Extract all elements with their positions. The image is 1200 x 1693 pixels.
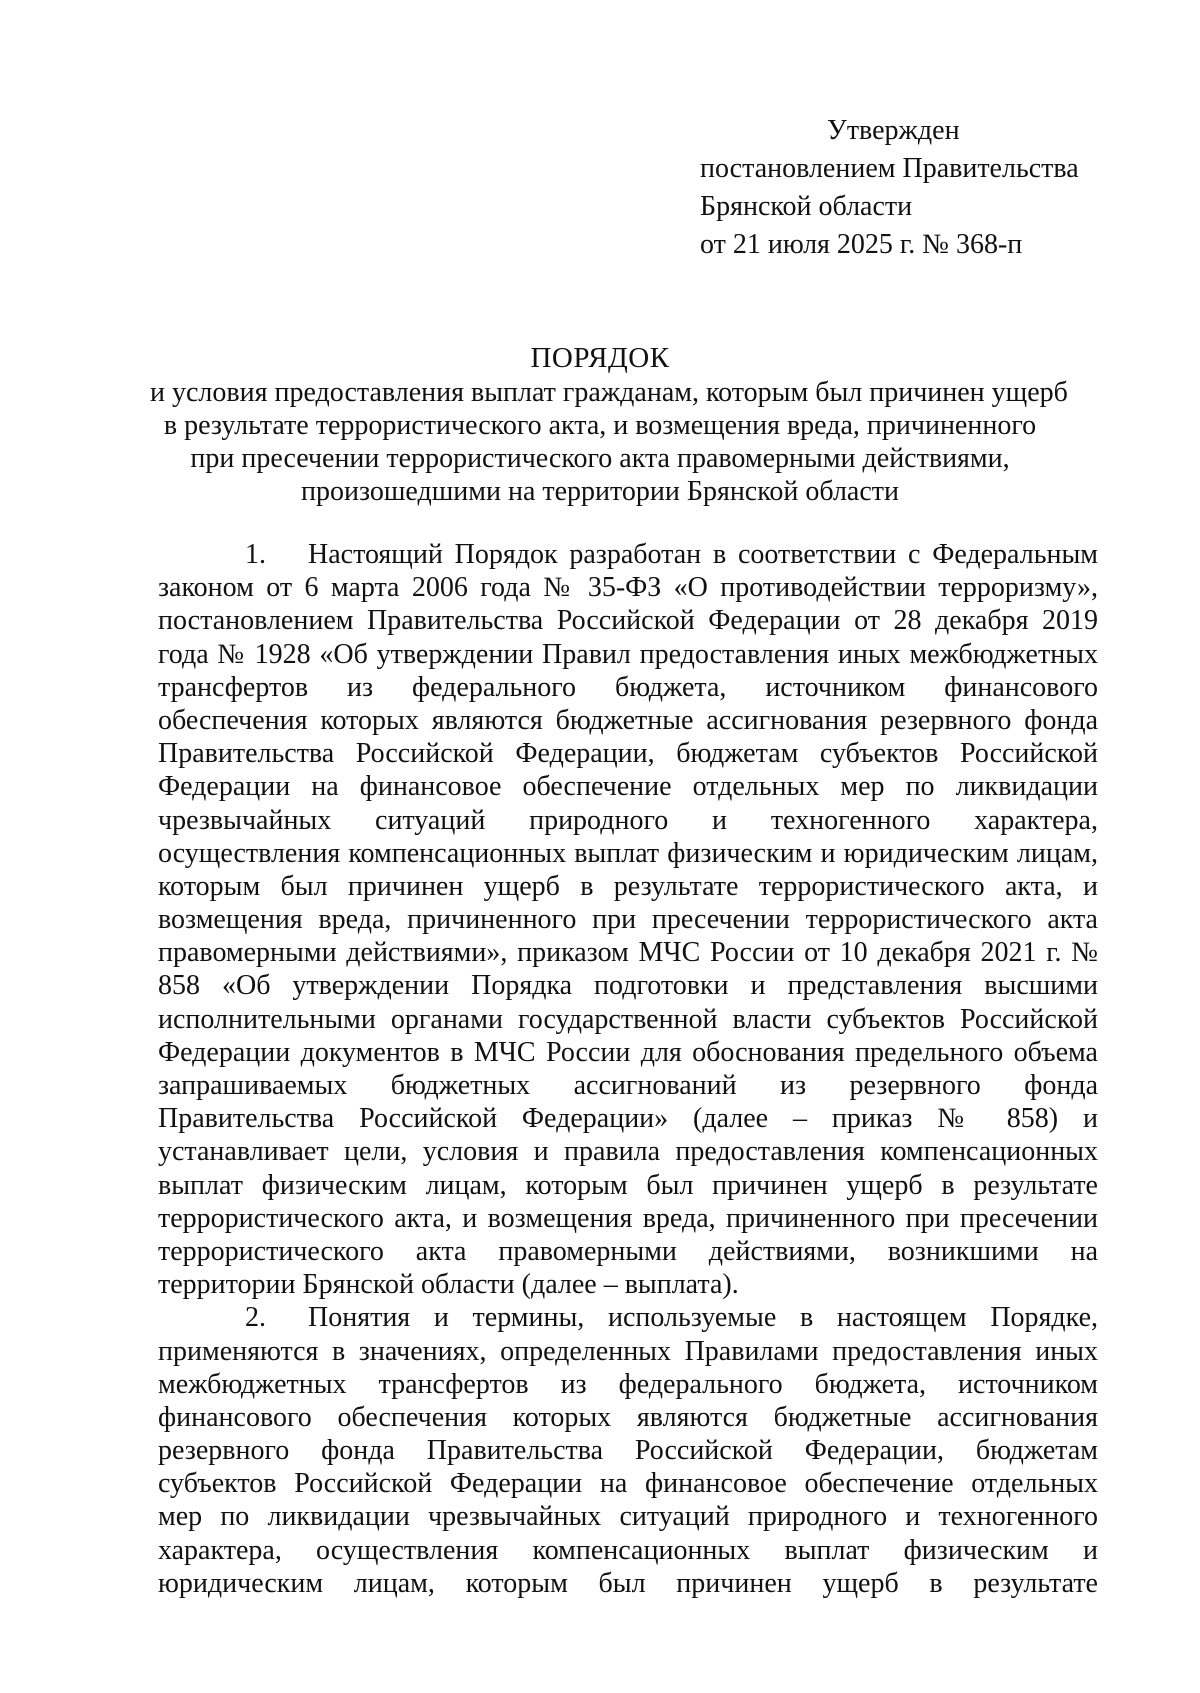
paragraph-line: Правительства Российской Федерации, бюджетам субъектов Российской	[158, 738, 1098, 770]
paragraph-number: 2.	[245, 1302, 266, 1334]
title-subline: и условия предоставления выплат гражданам, которым был причинен ущерб	[150, 377, 1068, 408]
paragraph-line: выплат физическим лицам, которым был причинен ущерб в результате	[158, 1169, 1098, 1201]
paragraph-line: межбюджетных трансфертов из федерального бюджета, источником	[158, 1368, 1098, 1400]
document-title-block	[150, 342, 1068, 508]
approval-line-approved: Утвержден	[827, 115, 960, 146]
paragraph-line: запрашиваемых бюджетных ассигнований из резервного фонда	[158, 1070, 1098, 1101]
paragraph-line: возмещения вреда, причиненного при пресечении террористического акта	[158, 904, 1098, 936]
paragraph-1-body	[158, 571, 1098, 1268]
paragraph-1-first-line	[158, 538, 1098, 571]
paragraph-line: характера, осуществления компенсационных выплат физическим и	[158, 1534, 1098, 1566]
paragraph-2-first-line	[158, 1301, 1098, 1334]
paragraph-line: трансфертов из федерального бюджета, источником финансового	[158, 671, 1098, 703]
paragraph-line: Федерации на финансовое обеспечение отдельных мер по ликвидации	[158, 771, 1098, 803]
title-subline: в результате террористического акта, и возмещения вреда, причиненного	[163, 410, 1037, 441]
paragraph-line: постановлением Правительства Российской Федерации от 28 декабря 2019	[158, 605, 1098, 637]
approval-line-resolution: постановлением Правительства	[700, 153, 1079, 184]
paragraph-line: чрезвычайных ситуаций природного и техногенного характера,	[158, 804, 1098, 836]
approval-stamp	[700, 112, 1079, 264]
paragraph-line: финансового обеспечения которых являются бюджетные ассигнования	[158, 1401, 1098, 1433]
paragraph-line: резервного фонда Правительства Российской Федерации, бюджетам	[158, 1435, 1098, 1467]
paragraph-1-last-line: территории Брянской области (далее – выплата).	[158, 1269, 739, 1301]
paragraph-line: которым был причинен ущерб в результате террористического акта, и	[158, 870, 1098, 902]
paragraph-line: 858 «Об утверждении Порядка подготовки и представления высшими	[158, 970, 1098, 1002]
title-subline: при пресечении террористического акта правомерными действиями,	[190, 443, 1010, 474]
document-body	[158, 538, 1098, 1600]
paragraph-line: применяются в значениях, определенных Правилами предоставления иных	[158, 1335, 1098, 1367]
paragraph-line: законом от 6 марта 2006 года № 35-ФЗ «О противодействии терроризму»,	[158, 572, 1098, 604]
paragraph-line: правомерными действиями», приказом МЧС России от 10 декабря 2021 г. №	[158, 937, 1098, 969]
paragraph-line: Федерации документов в МЧС России для обоснования предельного объема	[158, 1036, 1098, 1068]
paragraph-line: года № 1928 «Об утверждении Правил предоставления иных межбюджетных	[158, 638, 1098, 670]
paragraph-line: осуществления компенсационных выплат физическим и юридическим лицам,	[158, 837, 1098, 869]
document-title: ПОРЯДОК	[530, 342, 670, 374]
paragraph-line: террористического акта правомерными действиями, возникшими на	[158, 1235, 1098, 1267]
paragraph-line: террористического акта, и возмещения вреда, причиненного при пресечении	[158, 1202, 1098, 1234]
approval-line-date-number: от 21 июля 2025 г. № 368-п	[700, 229, 1023, 260]
paragraph-text: Настоящий Порядок разработан в соответствии с Федеральным	[308, 539, 1098, 570]
paragraph-line: мер по ликвидации чрезвычайных ситуаций природного и техногенного	[158, 1501, 1098, 1533]
title-subline: произошедшими на территории Брянской области	[300, 476, 899, 507]
paragraph-line: субъектов Российской Федерации на финансовое обеспечение отдельных	[158, 1468, 1098, 1500]
paragraph-line: Правительства Российской Федерации» (далее – приказ № 858) и	[158, 1103, 1098, 1135]
paragraph-text: Понятия и термины, используемые в настоящем Порядке,	[308, 1302, 1098, 1334]
paragraph-line: устанавливает цели, условия и правила предоставления компенсационных	[158, 1136, 1098, 1168]
paragraph-line: исполнительными органами государственной власти субъектов Российской	[158, 1003, 1098, 1035]
paragraph-2-body	[158, 1335, 1098, 1601]
paragraph-line: обеспечения которых являются бюджетные ассигнования резервного фонда	[158, 704, 1098, 736]
approval-line-region: Брянской области	[700, 191, 913, 222]
paragraph-number: 1.	[245, 539, 266, 570]
paragraph-line: юридическим лицам, которым был причинен ущерб в результате	[158, 1567, 1098, 1599]
